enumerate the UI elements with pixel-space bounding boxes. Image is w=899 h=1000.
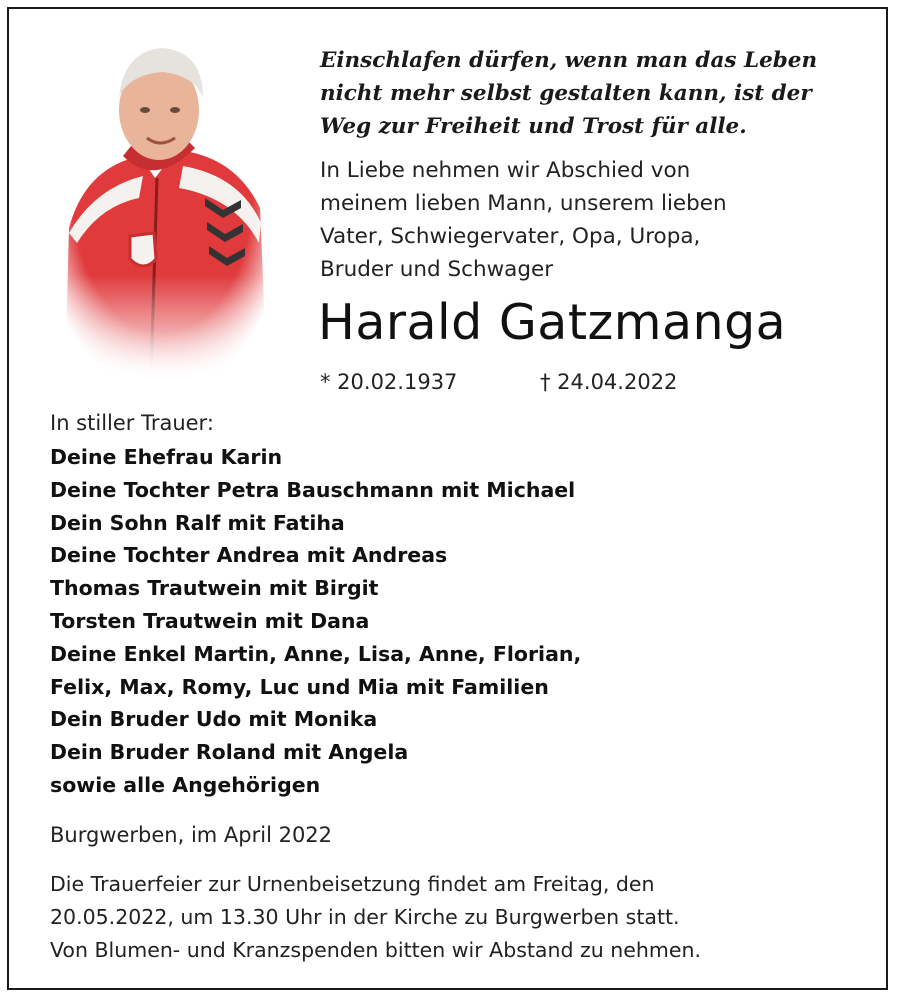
place-date: Burgwerben, im April 2022: [50, 823, 333, 847]
mourner-line: Deine Tochter Andrea mit Andreas: [50, 543, 448, 568]
motto-line: nicht mehr selbst gestalten kann, ist der: [320, 81, 812, 106]
intro-line: Vater, Schwiegervater, Opa, Uropa,: [320, 224, 701, 249]
portrait-photo: [55, 38, 270, 376]
mourner-line: Deine Tochter Petra Bauschmann mit Michael: [50, 477, 576, 502]
intro-line: Bruder und Schwager: [320, 257, 554, 282]
deceased-name: Harald Gatzmanga: [318, 294, 787, 351]
intro-line: In Liebe nehmen wir Abschied von: [320, 158, 691, 183]
death-date: † 24.04.2022: [540, 370, 678, 394]
mourner-line: Dein Bruder Udo mit Monika: [50, 707, 378, 732]
mourners-list: [50, 441, 581, 802]
funeral-notice: [50, 868, 701, 967]
motto-line: Einschlafen dürfen, wenn man das Leben: [320, 48, 818, 73]
mourner-line: Deine Enkel Martin, Anne, Lisa, Anne, Florian,: [50, 641, 582, 666]
mourner-line: Deine Ehefrau Karin: [50, 445, 283, 469]
mourner-line: Dein Sohn Ralf mit Fatiha: [50, 510, 345, 535]
notice-line: Die Trauerfeier zur Urnenbeisetzung findet am Freitag, den: [50, 872, 655, 896]
mourner-line: sowie alle Angehörigen: [50, 772, 321, 797]
mourner-line: Thomas Trautwein mit Birgit: [50, 576, 379, 601]
notice-line: Von Blumen- und Kranzspenden bitten wir Abstand zu nehmen.: [50, 938, 701, 962]
mourner-line: Torsten Trautwein mit Dana: [50, 608, 370, 633]
intro-line: meinem lieben Mann, unserem lieben: [320, 191, 727, 216]
notice-line: 20.05.2022, um 13.30 Uhr in der Kirche zu Burgwerben statt.: [50, 905, 680, 929]
mourning-label: In stiller Trauer:: [50, 411, 214, 435]
motto-quote: [320, 44, 817, 143]
mourner-line: Dein Bruder Roland mit Angela: [50, 740, 409, 765]
birth-date: * 20.02.1937: [320, 370, 458, 394]
farewell-intro: [320, 154, 727, 286]
motto-line: Weg zur Freiheit und Trost für alle.: [320, 114, 747, 139]
mourner-line: Felix, Max, Romy, Luc und Mia mit Familien: [50, 674, 549, 699]
